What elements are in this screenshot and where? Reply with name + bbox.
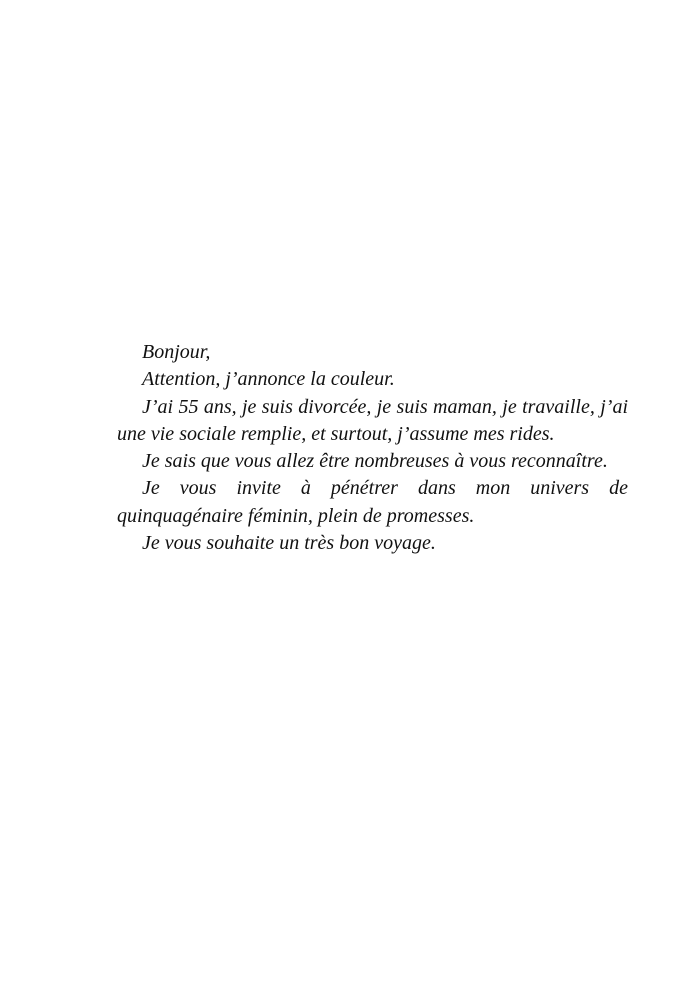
greeting-paragraph: Bonjour,	[142, 341, 211, 363]
introduction-paragraph: J’ai 55 ans, je suis divorcée, je suis maman, je travaille, j’ai une vie sociale remplie, et surtout, j’assume mes rides.	[117, 395, 628, 445]
farewell-paragraph: Je vous souhaite un très bon voyage.	[142, 532, 436, 555]
recognition-paragraph: Je sais que vous allez être nombreuses à vous reconnaître.	[142, 450, 608, 473]
letter-body	[117, 339, 628, 557]
invitation-paragraph: Je vous invite à pénétrer dans mon univers de quinquagénaire féminin, plein de promesses.	[117, 477, 628, 527]
announcement-paragraph: Attention, j’annonce la couleur.	[142, 368, 395, 391]
